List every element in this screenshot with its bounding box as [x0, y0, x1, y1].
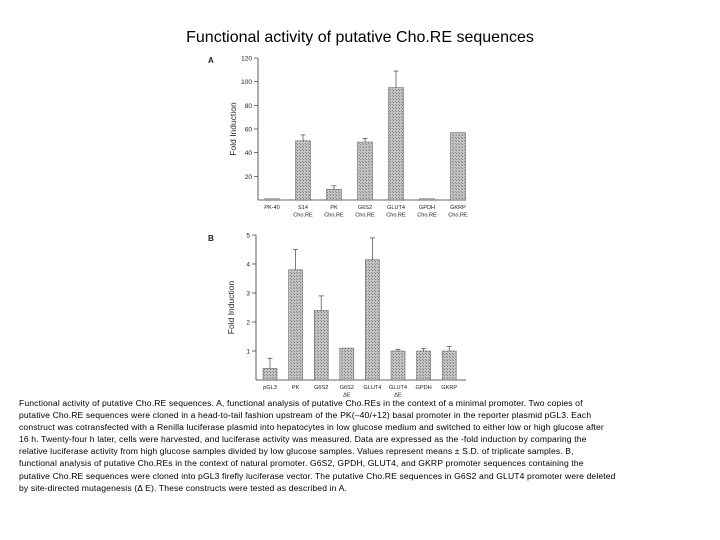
bar — [389, 88, 404, 200]
bar — [327, 189, 342, 200]
bar — [391, 351, 405, 380]
y-tick-label: 1 — [246, 348, 250, 356]
caption-line: construct was cotransfected with a Renilla luciferase plasmid into hepatocytes in low glucose medium and switched to either low or high glucose after — [19, 422, 604, 433]
x-tick-label: Cho.RE — [386, 212, 406, 219]
x-tick-label: G6S2 — [314, 385, 329, 391]
bar — [296, 141, 311, 200]
x-tick-label: GKRP — [450, 205, 466, 211]
bar — [289, 270, 303, 380]
panel-label: A — [208, 56, 214, 65]
y-tick-label: 20 — [244, 173, 252, 181]
page-title: Functional activity of putative Cho.RE sequences — [186, 29, 534, 46]
x-tick-label: GLUT4 — [386, 205, 406, 211]
bar — [442, 351, 456, 380]
bar — [365, 260, 379, 380]
x-tick-label: PK-40 — [264, 205, 280, 211]
x-tick-label: PK — [330, 205, 338, 211]
bar — [340, 348, 354, 380]
bar — [420, 199, 435, 200]
x-tick-label: GPDH — [418, 205, 436, 211]
chart-panel-a — [208, 56, 468, 219]
bar — [263, 368, 277, 380]
x-tick-label: Cho.RE — [293, 212, 313, 219]
x-tick-label: ΔE — [343, 392, 351, 399]
caption-line: 16 h. Twenty-four h later, cells were harvested, and luciferase activity was measured. Data are expressed as the -fold induction by comparing the — [19, 434, 587, 445]
y-axis-label: Fold Induction — [226, 280, 236, 335]
x-tick-label: S14 — [298, 205, 308, 211]
x-tick-label: GKRP — [441, 385, 458, 391]
y-tick-label: 3 — [246, 290, 250, 298]
y-tick-label: 120 — [241, 55, 252, 63]
bar — [451, 133, 466, 200]
x-tick-label: Cho.RE — [448, 212, 468, 219]
caption-line: putative Cho.RE sequences were cloned in a head-to-tail fashion upstream of the PK(–40/+12) basal promoter in the reporter plasmid pGL3. Each — [19, 410, 592, 421]
y-tick-label: 5 — [246, 232, 250, 240]
bar — [417, 351, 431, 380]
x-tick-label: GLUT4 — [388, 385, 408, 391]
x-tick-label: pGL3 — [263, 385, 277, 391]
y-tick-label: 100 — [241, 79, 252, 87]
figure-caption — [19, 397, 699, 494]
panel-label: B — [208, 234, 214, 243]
y-tick-label: 4 — [246, 261, 250, 269]
x-tick-label: Cho.RE — [417, 212, 437, 219]
x-tick-label: GPDH — [415, 385, 432, 391]
x-tick-label: PK — [291, 385, 300, 391]
x-tick-label: GLUT4 — [363, 385, 382, 391]
y-tick-label: 2 — [246, 319, 250, 327]
y-axis-label: Fold Induction — [228, 102, 238, 156]
bar — [358, 142, 373, 200]
caption-line: by site-directed mutagenesis (Δ E). These constructs were tested as described in A. — [19, 482, 347, 493]
y-tick-label: 40 — [244, 150, 252, 158]
caption-line: functional analysis of putative Cho.REs in the context of natural promoter. G6S2, GPDH, GLUT4, and GKRP promoter sequences containing the — [19, 458, 584, 469]
x-tick-label: G6S2 — [357, 205, 373, 211]
caption-line: relative luciferase activity from high glucose samples divided by low glucose samples. Values represent means ± S.D. of triplicate samples. B, — [19, 446, 574, 457]
x-tick-label: G6S2 — [339, 385, 354, 391]
caption-line: putative Cho.RE sequences were cloned into pGL3 firefly luciferase vector. The putative Cho.RE sequences in G6S2 and GLUT4 promoter were deleted — [19, 470, 616, 481]
x-tick-label: Cho.RE — [355, 212, 375, 219]
y-tick-label: 80 — [244, 102, 252, 110]
x-tick-label: ΔE — [394, 392, 402, 399]
bar — [314, 310, 328, 380]
caption-line: Functional activity of putative Cho.RE sequences. A, functional analysis of putative Cho.REs in the context of a minimal promoter. Two copies of — [19, 398, 583, 408]
x-tick-label: Cho.RE — [324, 212, 344, 219]
chart-panel-b — [208, 233, 466, 399]
y-tick-label: 60 — [244, 126, 252, 134]
bar — [265, 199, 280, 200]
